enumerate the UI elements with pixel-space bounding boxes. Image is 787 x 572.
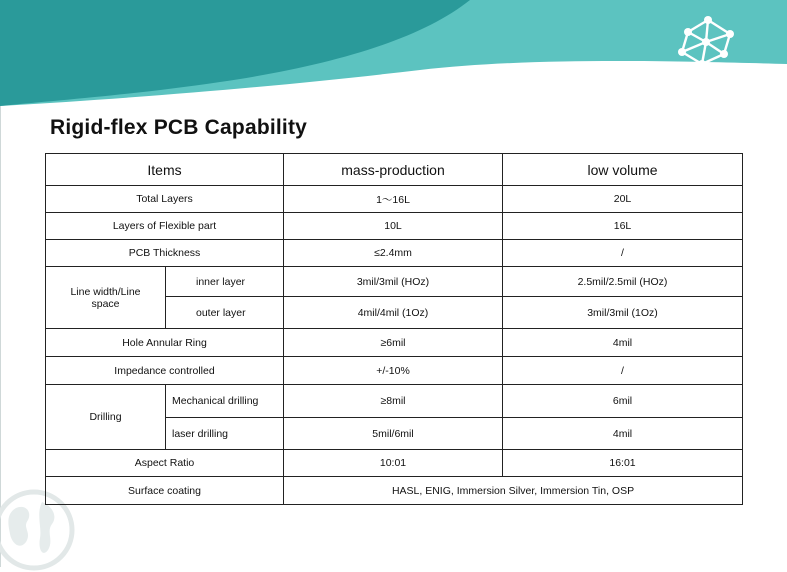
table-row — [46, 450, 743, 477]
low-value: 16L — [503, 213, 743, 240]
surface-coating-value: HASL, ENIG, Immersion Silver, Immersion Tin, OSP — [284, 477, 743, 505]
mass-value: 1～16L — [284, 186, 503, 213]
low-value: 3mil/3mil (1Oz) — [503, 297, 743, 329]
item-label: Aspect Ratio — [46, 450, 284, 477]
molecule-cube-icon — [668, 14, 740, 70]
mass-value: 5mil/6mil — [284, 418, 503, 450]
mass-value: ≥6mil — [284, 329, 503, 357]
mass-value: ≤2.4mm — [284, 240, 503, 267]
low-value: 6mil — [503, 385, 743, 418]
item-label: Line width/Line space — [46, 267, 166, 329]
item-label: Layers of Flexible part — [46, 213, 284, 240]
item-label: Total Layers — [46, 186, 284, 213]
table-row — [46, 213, 743, 240]
page-title: Rigid-flex PCB Capability — [50, 116, 308, 139]
capability-table — [45, 153, 743, 505]
table-row — [46, 385, 743, 418]
table-header-row — [46, 154, 743, 186]
low-value: 4mil — [503, 329, 743, 357]
table-row — [46, 186, 743, 213]
table-row — [46, 240, 743, 267]
sub-item-label: Mechanical drilling — [166, 385, 284, 418]
mass-value: 4mil/4mil (1Oz) — [284, 297, 503, 329]
table-row — [46, 267, 743, 297]
header-mass-production: mass-production — [284, 154, 503, 186]
mass-value: 10:01 — [284, 450, 503, 477]
mass-value: ≥8mil — [284, 385, 503, 418]
item-label: Surface coating — [46, 477, 284, 505]
table-row — [46, 357, 743, 385]
low-value: 20L — [503, 186, 743, 213]
header-low-volume: low volume — [503, 154, 743, 186]
table-row — [46, 477, 743, 505]
low-value: 4mil — [503, 418, 743, 450]
item-label: PCB Thickness — [46, 240, 284, 267]
low-value: 16:01 — [503, 450, 743, 477]
header-items: Items — [46, 154, 284, 186]
item-label: Drilling — [46, 385, 166, 450]
item-label: Hole Annular Ring — [46, 329, 284, 357]
sub-item-label: outer layer — [166, 297, 284, 329]
table-row — [46, 329, 743, 357]
sub-item-label: inner layer — [166, 267, 284, 297]
low-value: / — [503, 240, 743, 267]
mass-value: +/-10% — [284, 357, 503, 385]
mass-value: 3mil/3mil (HOz) — [284, 267, 503, 297]
sub-item-label: laser drilling — [166, 418, 284, 450]
low-value: / — [503, 357, 743, 385]
low-value: 2.5mil/2.5mil (HOz) — [503, 267, 743, 297]
item-label: Impedance controlled — [46, 357, 284, 385]
mass-value: 10L — [284, 213, 503, 240]
